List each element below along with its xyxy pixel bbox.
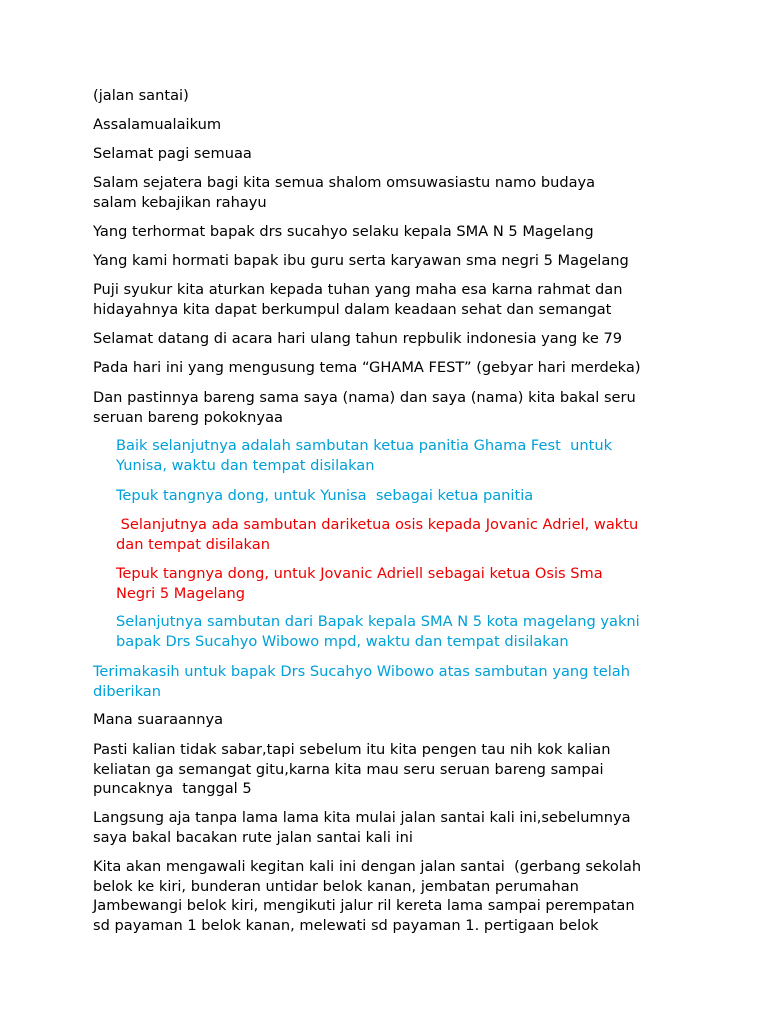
paragraph-thanks-principal: Terimakasih untuk bapak Drs Sucahyo Wibowo atas sambutan yang telah diberikan: [93, 663, 631, 700]
paragraph-excitement: Pasti kalian tidak sabar,tapi sebelum itu kita pengen tau nih kok kalian keliatan ga semangat gitu,karna kita mau seru seruan bareng sampai puncaknya tanggal 5: [93, 741, 611, 797]
paragraph-osis-speech: Selanjutnya ada sambutan dariketua osis kepada Jovanic Adriel, waktu dan tempat disilakan: [116, 516, 639, 553]
paragraph-welcome: Selamat datang di acara hari ulang tahun repbulik indonesia yang ke 79: [93, 330, 623, 347]
paragraph-salutations: Salam sejatera bagi kita semua shalom omsuwasiastu namo budaya salam kebajikan rahayu: [93, 174, 596, 211]
paragraph-good-morning: Selamat pagi semuaa: [93, 145, 252, 162]
paragraph-theme: Pada hari ini yang mengusung tema “GHAMA FEST” (gebyar hari merdeka): [93, 359, 641, 376]
paragraph-teachers: Yang kami hormati bapak ibu guru serta karyawan sma negri 5 Magelang: [93, 252, 629, 269]
paragraph-committee-speech: Baik selanjutnya adalah sambutan ketua panitia Ghama Fest untuk Yunisa, waktu dan tempat disilakan: [116, 437, 613, 474]
paragraph-gratitude: Puji syukur kita aturkan kepada tuhan yang maha esa karna rahmat dan hidayahnya kita dapat berkumpul dalam keadaan sehat dan semangat: [93, 281, 623, 318]
paragraph-hosts: Dan pastinnya bareng sama saya (nama) dan saya (nama) kita bakal seru seruan bareng pokoknyaa: [93, 389, 636, 426]
paragraph-principal: Yang terhormat bapak drs sucahyo selaku kepala SMA N 5 Magelang: [93, 223, 594, 240]
paragraph-applause-yunisa: Tepuk tangnya dong, untuk Yunisa sebagai ketua panitia: [116, 487, 534, 504]
paragraph-applause-jovanic: Tepuk tangnya dong, untuk Jovanic Adriell sebagai ketua Osis Sma Negri 5 Magelang: [116, 565, 603, 602]
paragraph-principal-speech: Selanjutnya sambutan dari Bapak kepala SMA N 5 kota magelang yakni bapak Drs Sucahyo Wibowo mpd, waktu dan tempat disilakan: [116, 613, 640, 650]
paragraph-route: Kita akan mengawali kegitan kali ini dengan jalan santai (gerbang sekolah belok ke kiri, bunderan untidar belok kanan, jembatan perumahan Jambewangi belok kiri, mengikuti jalur ril kereta lama sampai perempatan sd payaman 1 belok kanan, melewati sd payaman 1. pertigaan belok: [93, 858, 642, 934]
paragraph-start-walk: Langsung aja tanpa lama lama kita mulai jalan santai kali ini,sebelumnya saya bakal bacakan rute jalan santai kali ini: [93, 809, 631, 846]
paragraph-greeting: Assalamualaikum: [93, 116, 222, 133]
paragraph-title: (jalan santai): [93, 87, 189, 104]
paragraph-cheer: Mana suaraannya: [93, 711, 224, 728]
